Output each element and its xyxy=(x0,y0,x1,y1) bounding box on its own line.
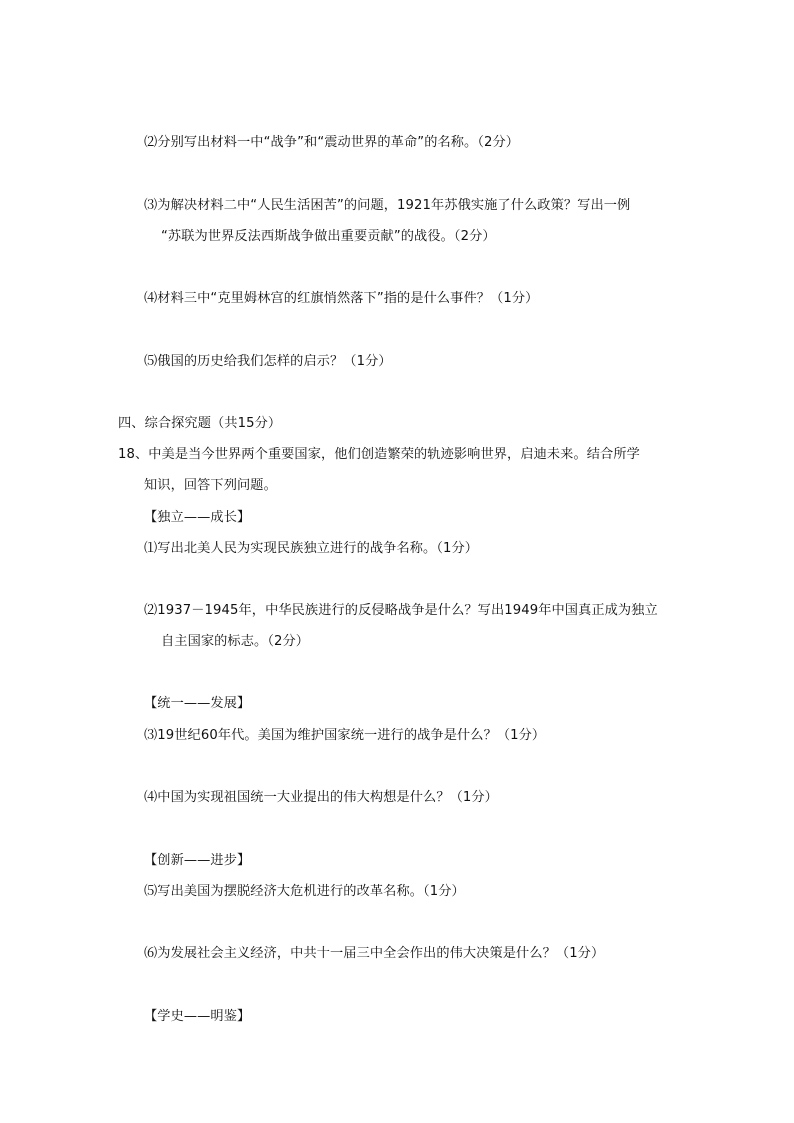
question-18-intro-continued: 知识，回答下列问题。 xyxy=(144,478,277,493)
section-heading: 四、综合探究题（共15分） xyxy=(118,416,282,431)
subheading-independence: 【独立——成长】 xyxy=(144,510,251,525)
question-18-2-continued: 自主国家的标志。（2分） xyxy=(161,634,310,649)
question-18-1: ⑴写出北美人民为实现民族独立进行的战争名称。（1分） xyxy=(144,541,479,556)
question-18-intro: 18、中美是当今世界两个重要国家，他们创造繁荣的轨迹影响世界，启迪未来。结合所学 xyxy=(118,447,640,462)
question-17-5: ⑸俄国的历史给我们怎样的启示？（1分） xyxy=(144,354,392,369)
question-18-2: ⑵1937－1945年，中华民族进行的反侵略战争是什么？写出1949年中国真正成为独立 xyxy=(144,603,658,618)
question-17-2: ⑵分别写出材料一中“战争”和“震动世界的革命”的名称。（2分） xyxy=(144,135,520,150)
question-18-4: ⑷中国为实现祖国统一大业提出的伟大构想是什么？（1分） xyxy=(144,790,498,805)
question-17-3-continued: “苏联为世界反法西斯战争做出重要贡献”的战役。（2分） xyxy=(161,229,496,244)
question-18-5: ⑸写出美国为摆脱经济大危机进行的改革名称。（1分） xyxy=(144,884,465,899)
question-18-3: ⑶19世纪60年代。美国为维护国家统一进行的战争是什么？（1分） xyxy=(144,728,546,743)
subheading-lessons: 【学史——明鉴】 xyxy=(144,1009,251,1024)
subheading-innovation: 【创新——进步】 xyxy=(144,853,251,868)
question-18-6: ⑹为发展社会主义经济，中共十一届三中全会作出的伟大决策是什么？（1分） xyxy=(144,946,605,961)
question-17-3: ⑶为解决材料二中“人民生活困苦”的问题，1921年苏俄实施了什么政策？写出一例 xyxy=(144,198,631,213)
question-17-4: ⑷材料三中“克里姆林宫的红旗悄然落下”指的是什么事件？（1分） xyxy=(144,291,539,306)
subheading-unification: 【统一——发展】 xyxy=(144,696,251,711)
